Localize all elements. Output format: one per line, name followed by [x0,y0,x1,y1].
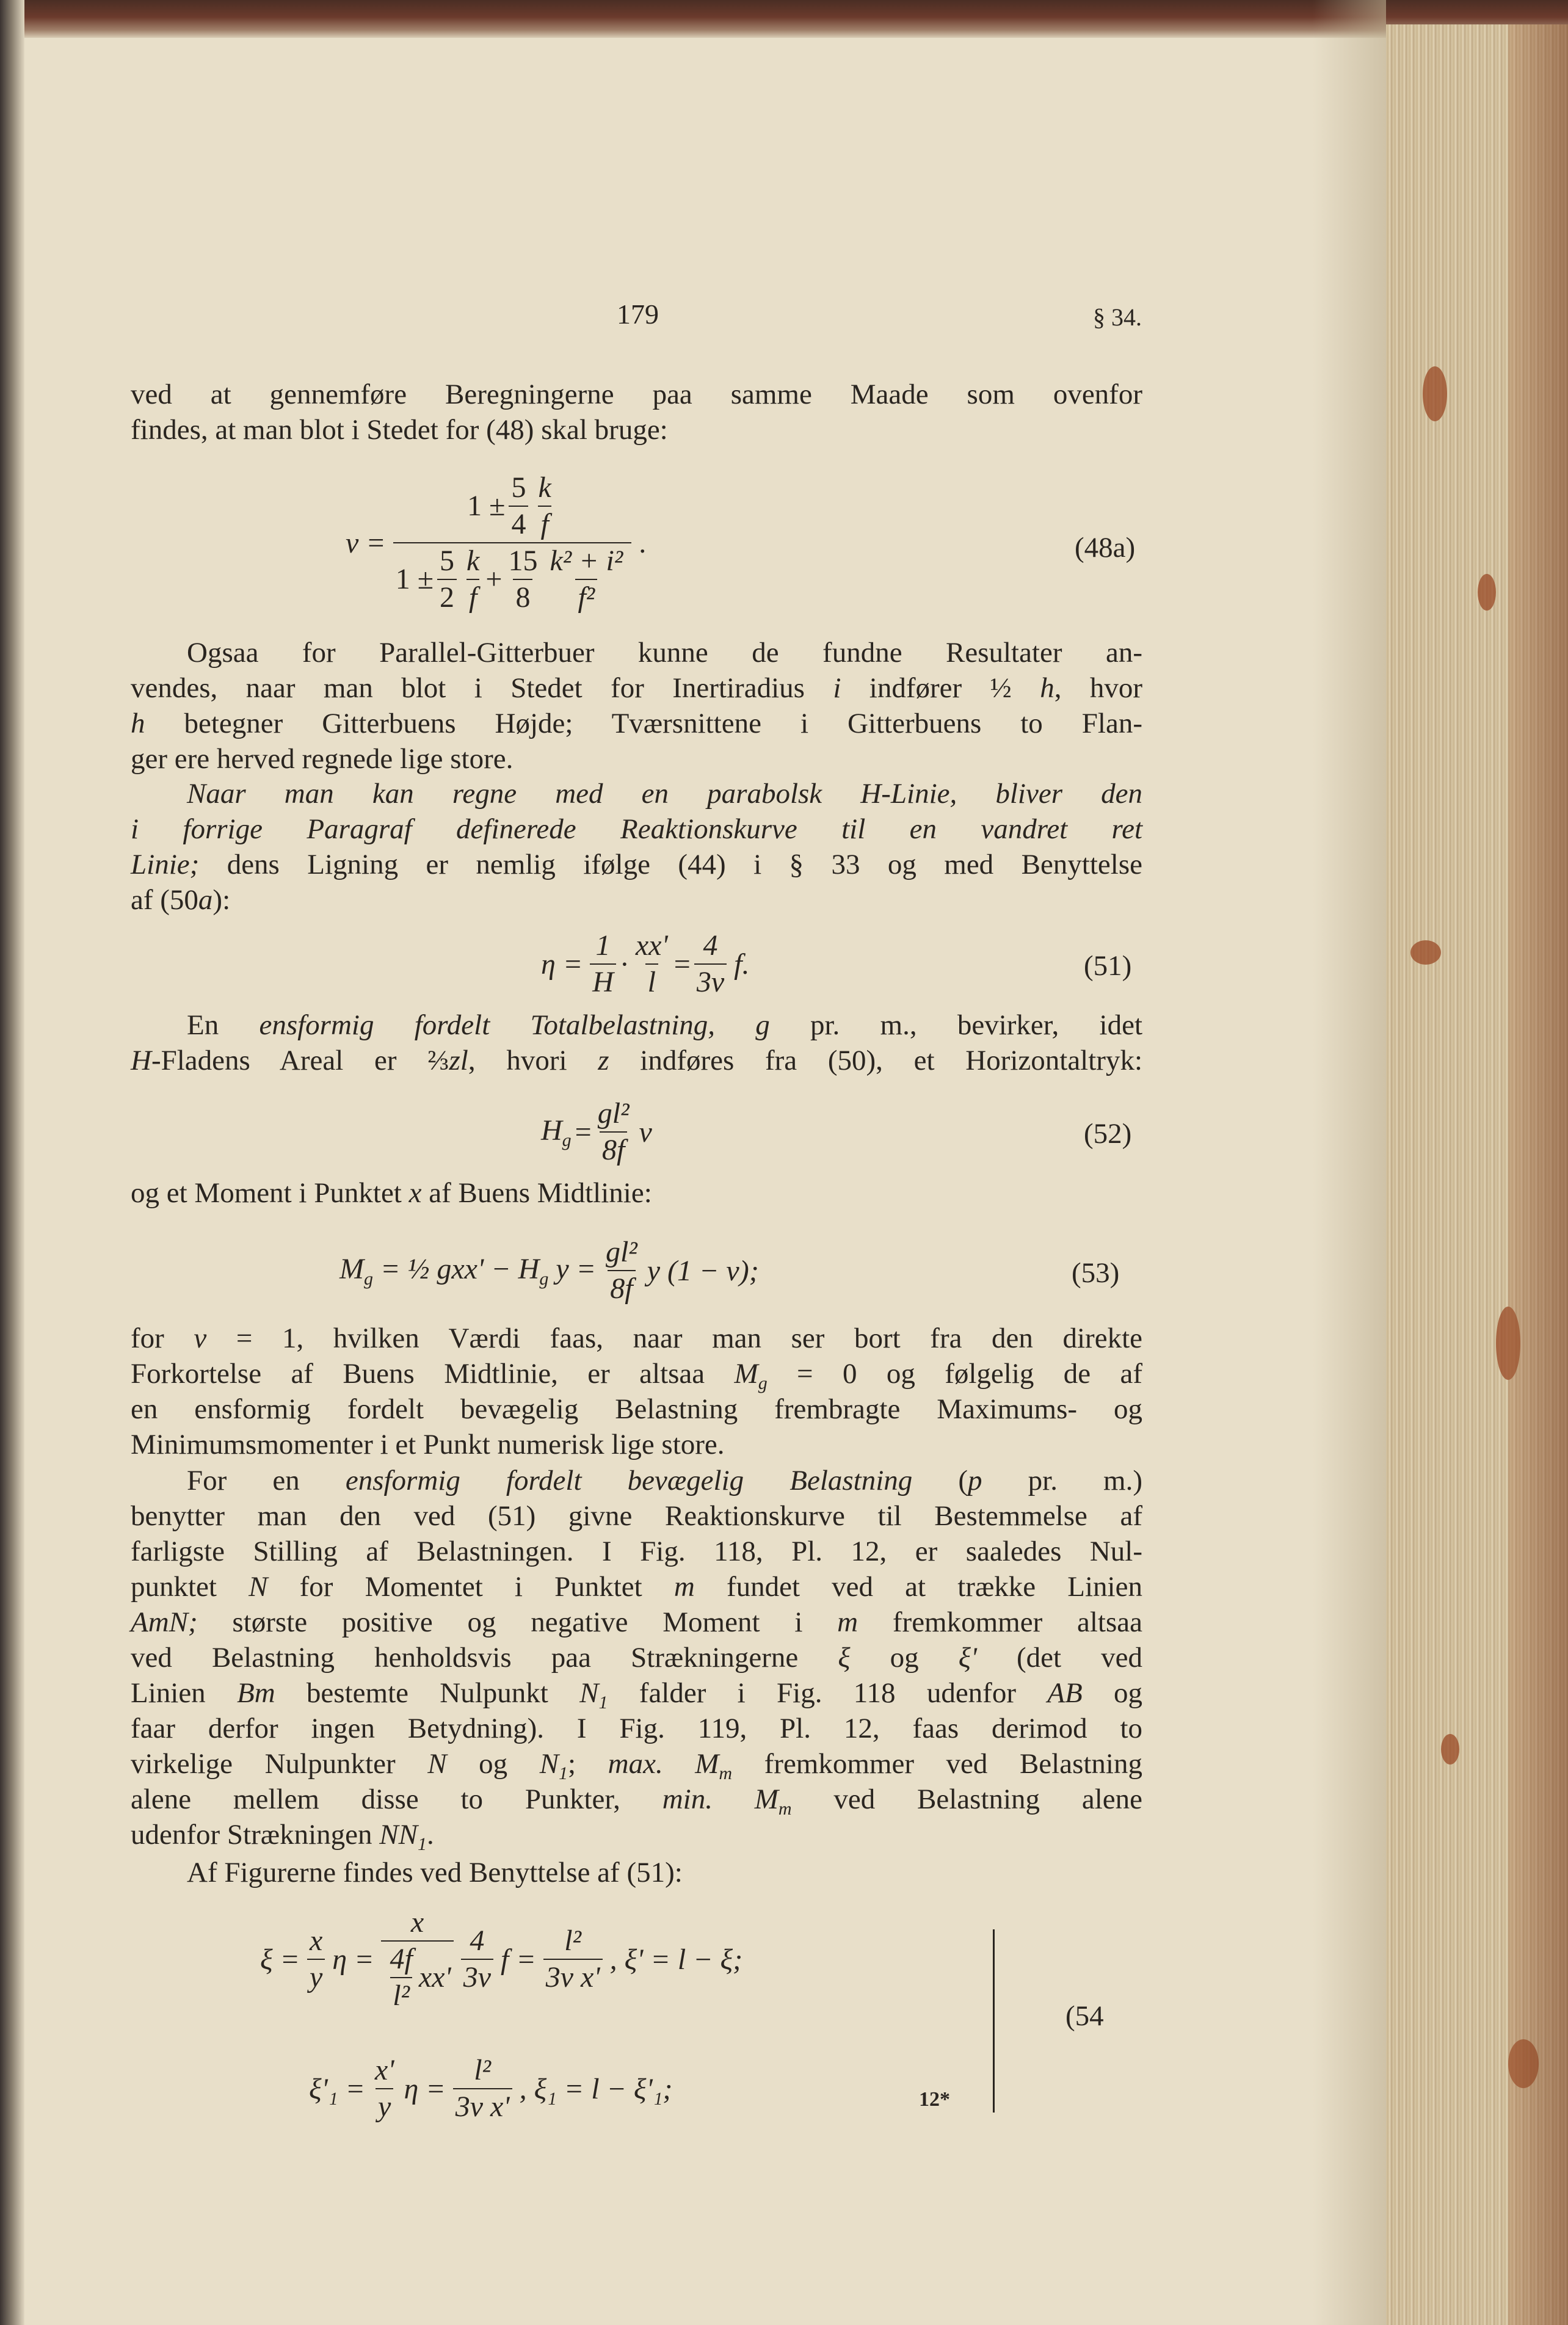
eq-term: k [538,471,551,504]
eq-term: . [639,526,647,559]
text-segment: m [673,1571,695,1603]
text-segment: = 1, hvilken Værdi faas, naar man ser bort fra den direkte [206,1322,1142,1354]
text-line [131,1043,1142,1078]
paragraph [131,776,1142,918]
text-segment [715,1009,755,1041]
text-segment: faar derfor ingen Betydning). I Fig. 119, Pl. 12, faas derimod to [131,1713,1142,1744]
text-line [131,741,1142,777]
eq-term: k [466,545,480,577]
text-segment: N [249,1571,268,1603]
text-segment: ξ [838,1642,851,1674]
subscript: 1 [598,1692,608,1713]
text-segment: findes, at man blot i Stedet for (48) skal bruge: [131,414,668,446]
text-segment: ( [912,1465,968,1496]
text-segment: og [1082,1677,1142,1709]
eq-term: 4 [470,1924,485,1957]
equation-53 [336,1235,763,1307]
subscript: g [758,1373,768,1393]
eq-term: · [619,948,630,981]
equation-51 [537,928,753,1000]
equation-54-line-1 [256,1905,746,2014]
paragraph [131,635,1142,777]
equation-brace [984,1929,995,2113]
eq-lhs: ξ'₁ = [309,2072,365,2105]
text-segment: og et Moment i Punktet [131,1177,409,1209]
eq-term: 3ν [694,963,727,1000]
eq-term: η = [404,2072,446,2105]
text-segment: Forkortelse af Buens Midtlinie, er altsaa [131,1358,735,1390]
text-segment: For en [187,1465,346,1496]
text-line [131,1175,1142,1211]
text-segment: alene mellem disse to Punkter, [131,1783,662,1815]
text-line [131,1391,1142,1427]
eq-term: = [575,1115,592,1148]
text-line [131,706,1142,741]
eq-term: l² [390,1977,412,2014]
eq-term: 4 [509,506,528,542]
text-segment: udenfor Strækningen [131,1819,380,1851]
text-segment: pr. m., bevirker, idet [769,1009,1142,1041]
text-line [131,1569,1142,1605]
eq-term: 5 [511,471,526,504]
text-segment: (det ved [976,1642,1143,1674]
eq-term: 4f [390,1943,413,1975]
equation-label-53: (53) [1072,1257,1120,1289]
text-line [131,882,1142,918]
text-line [131,1007,1142,1043]
eq-term: l [645,963,658,1000]
text-segment: virkelige Nulpunkter [131,1748,428,1780]
text-segment: x [408,1177,422,1209]
text-line [131,377,1142,412]
text-segment: ; [568,1748,608,1780]
text-segment: a [198,884,213,916]
text-line [131,1675,1142,1711]
text-segment: z [598,1045,609,1076]
eq-lhs: ν = [346,526,386,559]
text-line [131,1817,1142,1852]
text-segment: AmN; [131,1606,198,1638]
eq-term: 3ν x' [453,2088,512,2125]
book-cover-edge [1508,24,1568,2325]
eq-term: 1 ± [467,490,506,522]
subscript: m [778,1799,792,1819]
text-segment: Ogsaa for Parallel-Gitterbuer kunne de fundne Resultater an- [187,637,1142,669]
text-segment: vendes, naar man blot i Stedet for Inertiradius [131,672,833,704]
eq-term: y (1 − ν); [647,1254,759,1287]
eq-term: + [485,563,503,595]
text-segment: ξ' [958,1642,977,1674]
text-segment: Bm [236,1677,275,1709]
text-line [131,1427,1142,1462]
eq-term: = ½ $gxx' - H_g$ y = [380,1252,597,1289]
text-line [131,1498,1142,1534]
text-segment: af Buens Midtlinie: [421,1177,652,1209]
text-line [131,1746,1142,1782]
main-fraction [393,470,632,615]
equation-label-54: (54 [1065,2000,1104,2032]
text-segment: falder i Fig. 118 udenfor [608,1677,1048,1709]
text-segment: og [850,1642,959,1674]
text-segment: indføres fra (50), et Horizontaltryk: [609,1045,1143,1076]
eq-term: η = [332,1943,374,1976]
text-segment: Linien [131,1677,237,1709]
text-segment: = 0 og følgelig de af [767,1358,1142,1390]
text-line [131,1321,1142,1356]
eq-term: l² [474,2054,491,2086]
text-segment: ved at gennemføre Beregningerne paa samme Maade som ovenfor [131,379,1142,410]
eq-term: 1 [595,929,611,962]
equation-label-52: (52) [1084,1118,1132,1150]
eq-term: 15 [508,545,538,577]
equation-label-51: (51) [1084,950,1132,982]
eq-term: 3ν x' [543,1959,603,1995]
text-segment: indfører ½ [841,672,1040,704]
eq-term: 3ν [461,1959,493,1995]
text-segment: fundet ved at trække Linien [694,1571,1142,1603]
eq-term: 8f [608,1270,635,1307]
text-line [131,1356,1142,1391]
eq-lhs: ξ = [260,1943,300,1976]
eq-term: f² [575,579,597,615]
text-segment: bestemte Nulpunkt [275,1677,580,1709]
eq-term: 5 [440,545,455,577]
text-line [131,1640,1142,1675]
text-segment: zl [449,1045,468,1076]
eq-term: xx' [635,929,668,962]
text-segment: h [1040,672,1054,704]
text-segment: for Momentet i Punktet [267,1571,674,1603]
text-segment: M [734,1358,758,1390]
subscript: m [719,1763,733,1783]
eq-lhs: $H_g$ [541,1114,572,1150]
text-line [131,776,1142,811]
equation-54-line-2 [305,2053,676,2125]
equation-48a [342,470,650,615]
equation-label-48a: (48a) [1075,532,1136,564]
text-segment: ger ere herved regnede lige store. [131,743,514,775]
text-segment: største positive og negative Moment i [197,1606,838,1638]
text-line [131,811,1142,847]
text-segment: en ensformig fordelt bevægelig Belastning frembragte Maximums- og [131,1393,1142,1425]
text-segment: fremkommer altsaa [858,1606,1143,1638]
paragraph [131,1463,1142,1852]
text-segment: betegner Gitterbuens Højde; Tværsnittene i Gitterbuens to Flan- [145,708,1142,739]
eq-term: l² [564,1924,582,1957]
text-line [131,847,1142,882]
text-segment: ved Belastning alene [791,1783,1142,1815]
text-segment: Linie; [131,849,200,880]
text-segment: i forrige Paragraf definerede Reaktionskurve til en vandret ret [131,813,1142,845]
text-line [131,1605,1142,1640]
signature-mark: 12* [919,2088,950,2111]
paragraph [131,1321,1142,1462]
eq-term: gl² [606,1236,637,1268]
text-segment: g [755,1009,770,1041]
text-segment: ensformig fordelt bevægelig Belastning [345,1465,913,1496]
text-line [131,1711,1142,1746]
text-segment: ν [194,1322,207,1354]
text-segment: pr. m.) [982,1465,1142,1496]
eq-term: f. [734,948,750,981]
text-segment: Af Figurerne findes ved Benyttelse af (51): [187,1857,683,1888]
text-segment: -Fladens Areal er ⅔ [151,1045,449,1076]
eq-term: 8f [600,1131,627,1168]
page-number: 179 [617,299,659,330]
text-segment: min. M [662,1783,779,1815]
eq-lhs: $M_g$ [339,1252,373,1289]
eq-term: k² + i² [550,545,623,577]
text-segment: , hvori [468,1045,598,1076]
section-number: § 34. [1093,303,1142,331]
eq-term: 8 [513,579,532,615]
text-segment: H [131,1045,151,1076]
text-segment: ensformig fordelt Totalbelastning, [259,1009,716,1041]
text-segment: AB [1047,1677,1083,1709]
eq-term: xx' [418,1961,451,1993]
text-line [131,412,1142,448]
text-segment: for [131,1322,194,1354]
text-segment: af (50 [131,884,198,916]
text-segment: Naar man kan regne med en parabolsk H-Linie, bliver den [187,778,1142,810]
text-segment: , hvor [1054,672,1143,704]
text-line [131,635,1142,670]
book-left-edge [0,0,24,2325]
text-segment: benytter man den ved (51) givne Reaktionskurve til Bestemmelse af [131,1500,1142,1532]
paragraph [131,1175,1142,1211]
text-line [131,670,1142,706]
text-segment: En [187,1009,260,1041]
eq-term: ν [639,1115,652,1148]
text-segment: h [131,708,145,739]
eq-term: , ξ' = l − ξ; [609,1943,743,1976]
eq-term: x [410,1906,424,1939]
eq-term: x [309,1924,323,1957]
eq-term: 1 ± [395,563,434,595]
text-segment: i [833,672,841,704]
text-segment: ): [212,884,231,916]
eq-lhs: η = [541,948,583,981]
text-line [131,1782,1142,1817]
eq-term: f = [501,1943,536,1976]
subscript: 1 [417,1834,427,1854]
paragraph [131,377,1142,448]
text-line [131,1463,1142,1498]
eq-term: = [673,948,691,981]
text-segment: m [837,1606,858,1638]
equation-52 [537,1096,656,1168]
eq-term: x' [374,2054,394,2086]
eq-term: gl² [597,1097,630,1130]
text-segment: NN [379,1819,418,1851]
text-segment: Minimumsmomenter i et Punkt numerisk lige store. [131,1429,725,1460]
eq-term: , ξ₁ = l − ξ'₁; [519,2072,673,2105]
text-segment: punktet [131,1571,249,1603]
text-line [131,1534,1142,1569]
text-line [131,1855,1142,1890]
text-segment: N [427,1748,447,1780]
paragraph [131,1855,1142,1890]
eq-term: f [466,579,479,615]
text-segment: . [426,1819,434,1851]
text-segment: dens Ligning er nemlig ifølge (44) i § 33 og med Benyttelse [199,849,1142,880]
eq-term: 2 [437,579,457,615]
eq-term: H [590,963,616,1000]
subscript: 1 [559,1763,568,1783]
eq-term: y [307,1959,325,1995]
page-shadow [1313,0,1386,2325]
text-segment: og [446,1748,540,1780]
text-segment: fremkommer ved Belastning [732,1748,1142,1780]
text-segment: N [539,1748,559,1780]
text-segment: max. M [608,1748,719,1780]
eq-term: y [376,2088,393,2125]
text-segment: farligste Stilling af Belastningen. I Fig. 118, Pl. 12, er saaledes Nul- [131,1536,1142,1567]
eq-term: 4 [703,929,718,962]
text-segment: p [968,1465,982,1496]
text-segment: N [579,1677,599,1709]
paragraph [131,1007,1142,1078]
text-segment: ved Belastning henholdsvis paa Strækningerne [131,1642,838,1674]
eq-term: f [538,506,551,542]
